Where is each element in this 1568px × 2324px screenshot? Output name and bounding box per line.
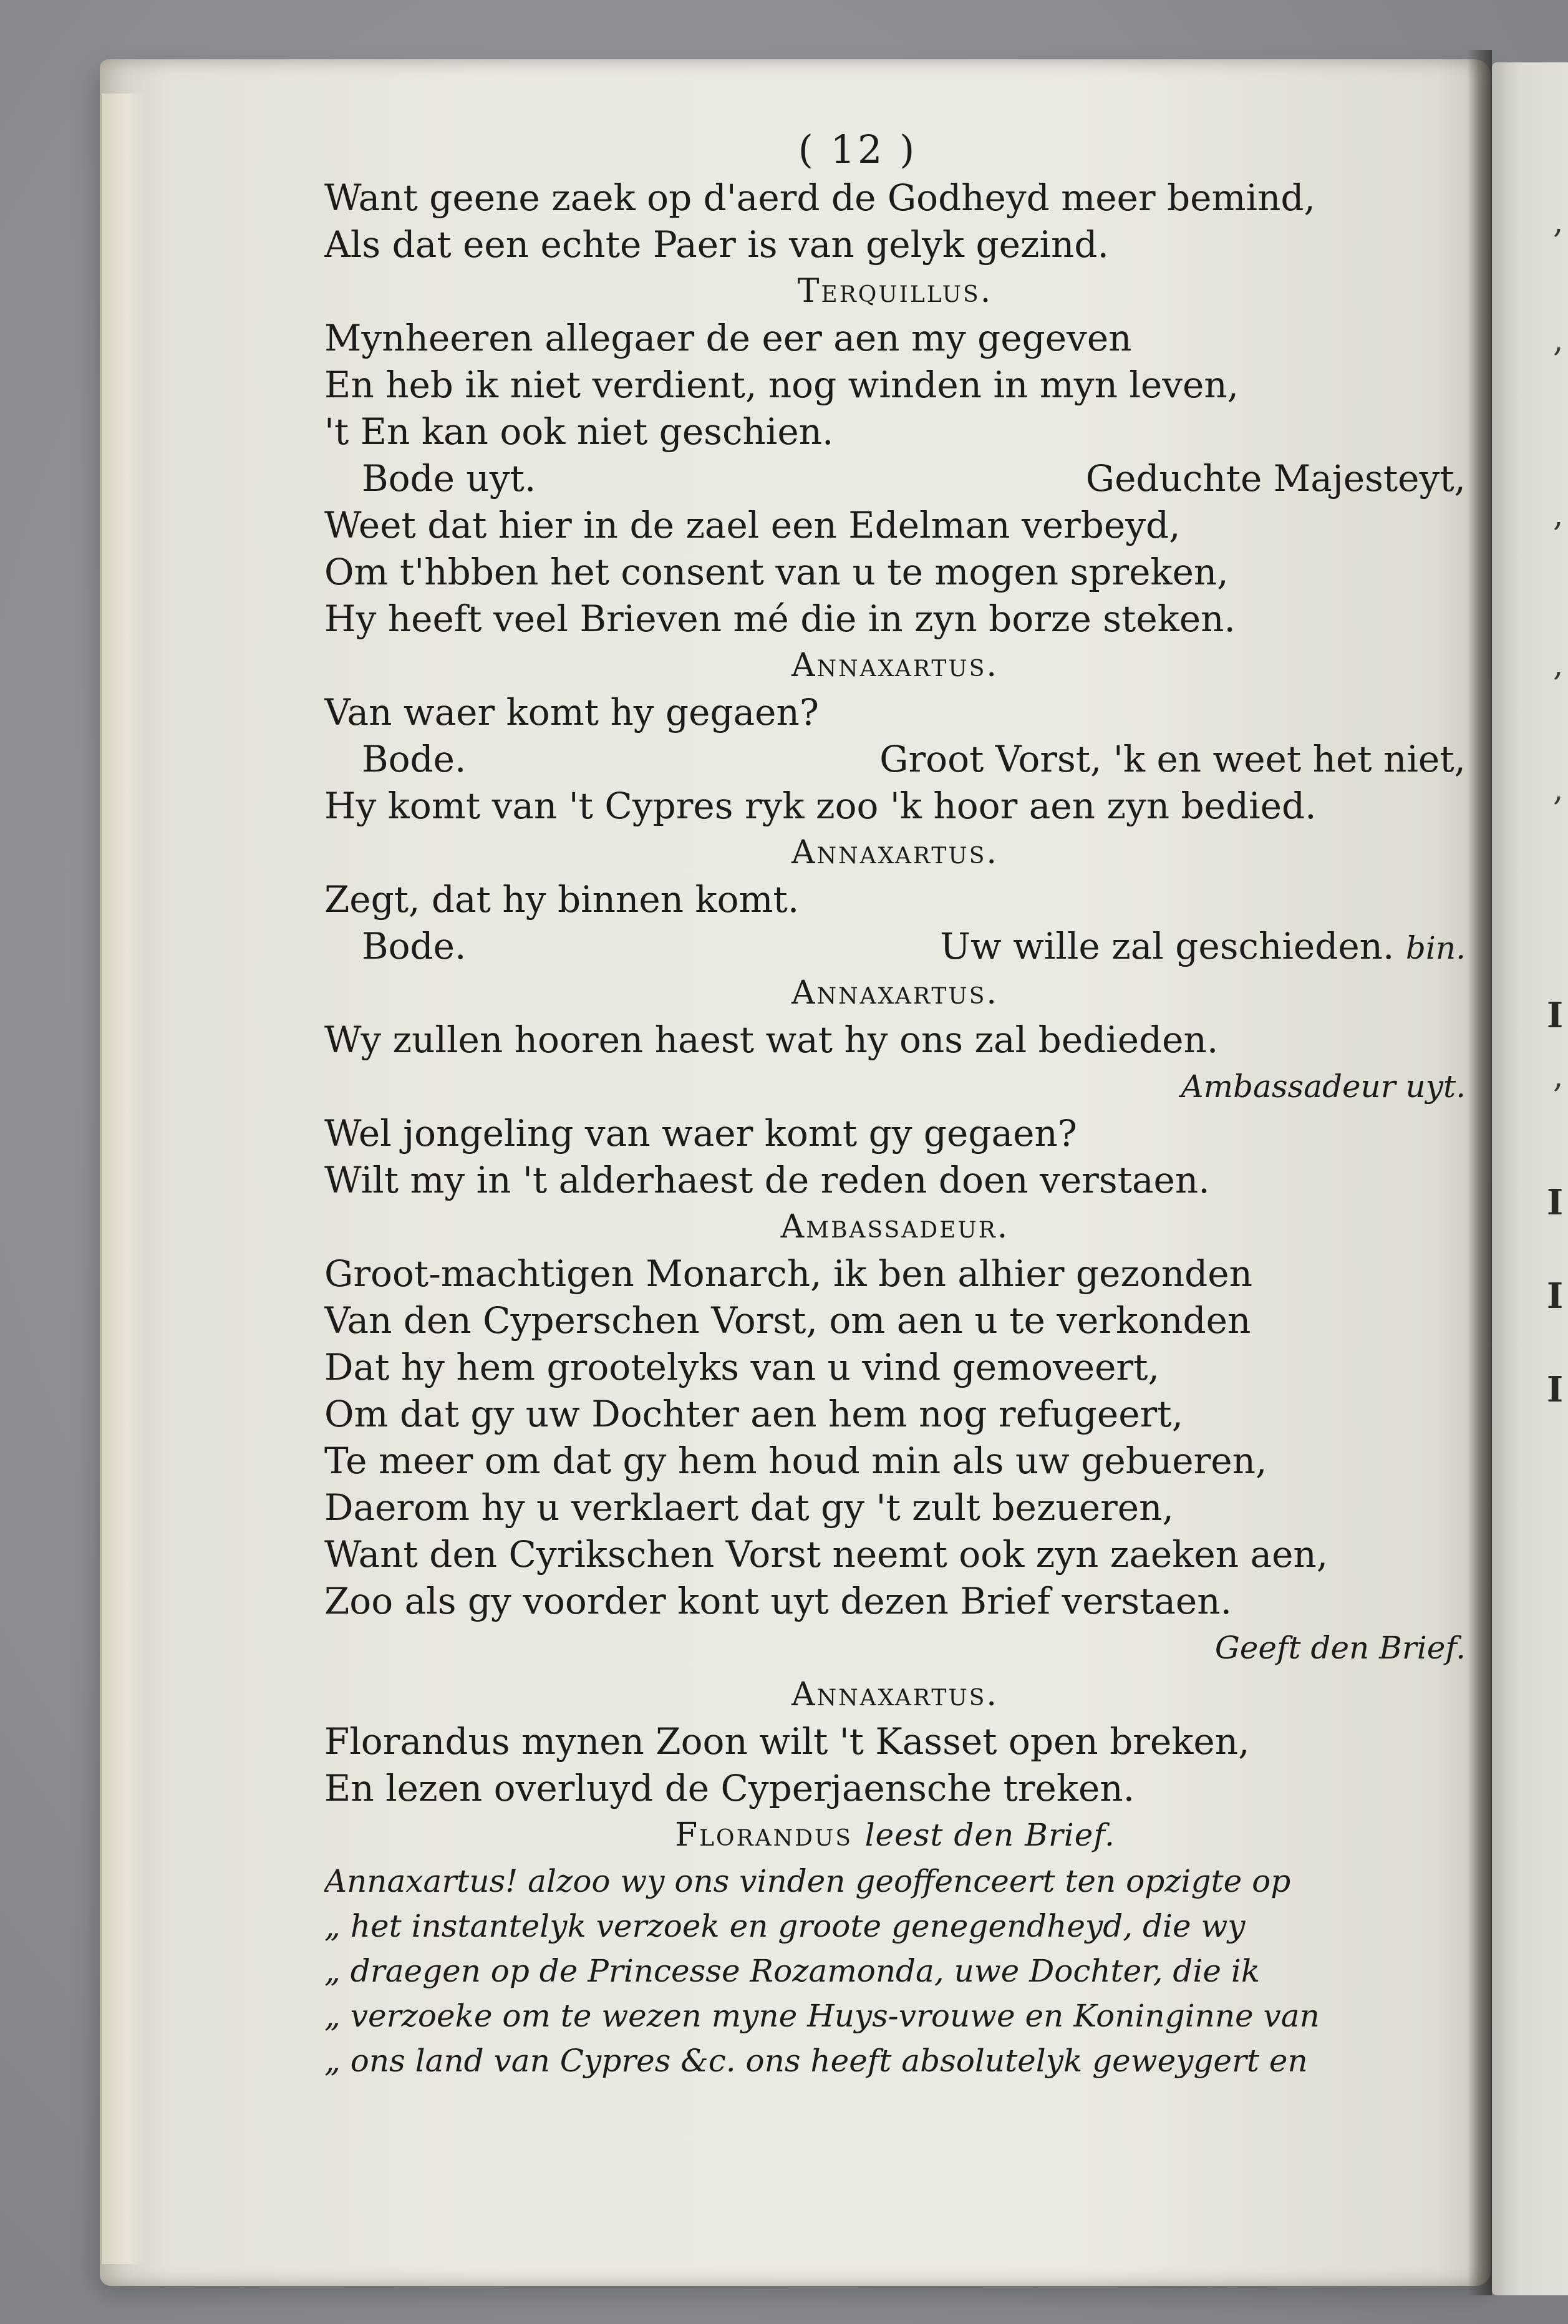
stage-direction: bin. — [1405, 930, 1466, 966]
book-gutter — [1467, 50, 1492, 2295]
verse-line: Hy komt van 't Cypres ryk zoo 'k hoor aen zyn bedied. — [324, 785, 1317, 827]
verse-line: Om dat gy uw Dochter aen hem nog refugeert, — [324, 1393, 1184, 1435]
verse-line: En heb ik niet verdient, nog winden in myn leven, — [324, 364, 1239, 406]
page-text — [324, 128, 1466, 2083]
verse-line: Weet dat hier in de zael een Edelman verbeyd, — [324, 504, 1181, 546]
verse-line: Wilt my in 't alderhaest de reden doen verstaen. — [324, 1159, 1210, 1201]
verse-line: Te meer om dat gy hem houd min als uw gebueren, — [324, 1440, 1267, 1482]
verse-continuation: Uw wille zal geschieden. — [940, 925, 1395, 967]
speaker-heading: Terquillus. — [797, 273, 993, 310]
letter-line: „ ons land van Cypres &c. ons heeft absolutelyk geweygert en — [324, 2043, 1308, 2079]
facing-page-letter: I — [1547, 995, 1564, 1036]
verse-line: Florandus mynen Zoon wilt 't Kasset open breken, — [324, 1720, 1250, 1763]
verse-line: Zoo als gy voorder kont uyt dezen Brief verstaen. — [324, 1580, 1232, 1622]
page-number: ( 12 ) — [798, 127, 917, 172]
verse-line: En lezen overluyd de Cyperjaensche treken. — [324, 1767, 1135, 1809]
verse-line: Als dat een echte Paer is van gelyk gezind. — [324, 223, 1109, 266]
verse-split-line — [324, 455, 1466, 502]
facing-page-mark: , — [1553, 1058, 1564, 1095]
page-edge — [100, 94, 145, 2264]
speaker-heading: Annaxartus. — [791, 834, 999, 871]
letter-line: „ draegen op de Princesse Rozamonda, uwe Dochter, die ik — [324, 1953, 1261, 1989]
verse-line: Want den Cyrikschen Vorst neemt ook zyn zaeken aen, — [324, 1533, 1328, 1576]
verse-line: Om t'hbben het consent van u te mogen spreken, — [324, 551, 1229, 593]
verse-line: Groot-machtigen Monarch, ik ben alhier gezonden — [324, 1252, 1252, 1295]
speaker-heading — [324, 1812, 1466, 1859]
facing-page-mark: , — [1553, 322, 1564, 359]
facing-page-mark: , — [1553, 496, 1564, 534]
speaker-heading: Ambassadeur. — [780, 1208, 1010, 1246]
letter-line: „ verzoeke om te wezen myne Huys-vrouwe en Koninginne van — [324, 1998, 1320, 2034]
verse-line: Van den Cyperschen Vorst, om aen u te verkonden — [324, 1299, 1251, 1342]
speaker-inline: Bode. — [362, 738, 467, 780]
stage-direction: Ambassadeur uyt. — [1181, 1068, 1466, 1105]
stage-direction: Geeft den Brief. — [1214, 1630, 1466, 1666]
letter-line: „ het instantelyk verzoek en groote genegendheyd, die wy — [324, 1908, 1246, 1944]
speaker-heading: Annaxartus. — [791, 1676, 999, 1713]
verse-line: Daerom hy u verklaert dat gy 't zult bezueren, — [324, 1486, 1174, 1529]
verse-split-line — [324, 736, 1466, 783]
stage-direction: leest den Brief. — [864, 1817, 1115, 1853]
facing-page-letter: I — [1547, 1276, 1564, 1317]
verse-line: Van waer komt hy gegaen? — [324, 691, 819, 734]
verse-line: Dat hy hem grootelyks van u vind gemoveert, — [324, 1346, 1159, 1388]
verse-continuation: Groot Vorst, 'k en weet het niet, — [879, 738, 1466, 780]
facing-page-mark: , — [1553, 203, 1564, 241]
verse-line: Mynheeren allegaer de eer aen my gegeven — [324, 317, 1132, 359]
verse-line: Wel jongeling van waer komt gy gegaen? — [324, 1112, 1077, 1155]
speaker-inline: Bode uyt. — [362, 457, 536, 500]
letter-line: Annaxartus! alzoo wy ons vinden geoffenceert ten opzigte op — [324, 1863, 1291, 1899]
verse-line: Hy heeft veel Brieven mé die in zyn borze steken. — [324, 598, 1236, 640]
speaker-heading: Annaxartus. — [791, 974, 999, 1012]
verse-line: Want geene zaek op d'aerd de Godheyd meer bemind, — [324, 177, 1315, 219]
facing-page-mark: , — [1553, 771, 1564, 808]
verse-line: Wy zullen hooren haest wat hy ons zal bedieden. — [324, 1019, 1219, 1061]
facing-page-edge — [1492, 62, 1568, 2295]
facing-page-letter: I — [1547, 1369, 1564, 1410]
verse-continuation: Geduchte Majesteyt, — [1085, 457, 1466, 500]
speaker-inline: Bode. — [362, 925, 467, 967]
verse-split-line — [324, 923, 1466, 970]
verse-line: Zegt, dat hy binnen komt. — [324, 878, 800, 921]
facing-page-mark: , — [1553, 646, 1564, 684]
verse-line: 't En kan ook niet geschien. — [324, 410, 834, 453]
facing-page-letter: I — [1547, 1182, 1564, 1223]
speaker-heading: Annaxartus. — [791, 647, 999, 684]
speaker-name: Florandus — [675, 1816, 853, 1854]
